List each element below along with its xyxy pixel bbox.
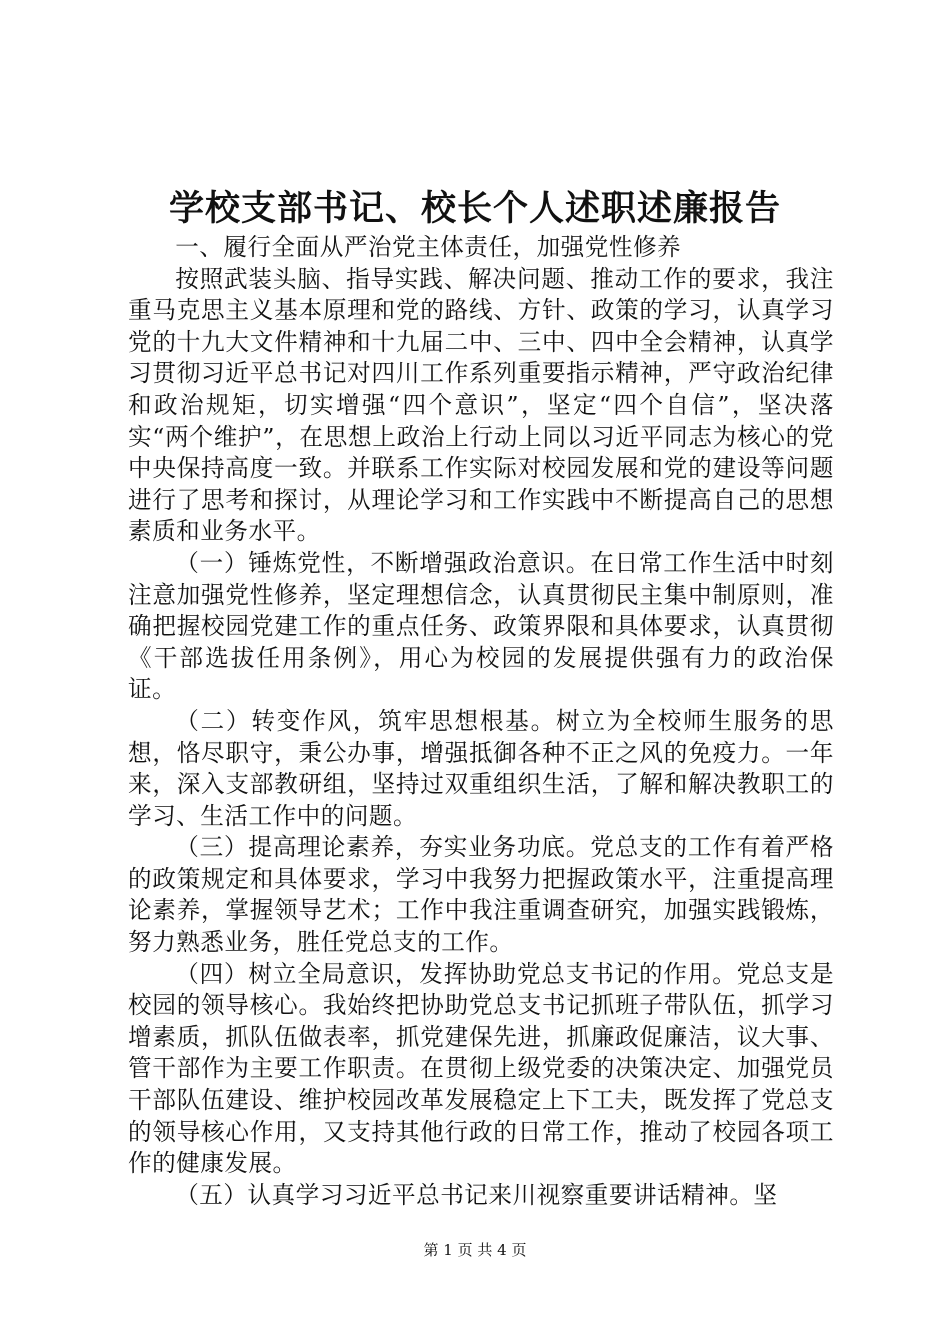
paragraph: （三）提高理论素养，夯实业务功底。党总支的工作有着严格的政策规定和具体要求，学习中我努力把握政策水平，注重提高理论素养，掌握领导艺术；工作中我注重调查研究，加强实践锻炼，努力熟悉业务，胜任党总支的工作。 xyxy=(128,833,834,957)
paragraph: （二）转变作风，筑牢思想根基。树立为全校师生服务的思想，恪尽职守，秉公办事，增强抵御各种不正之风的免疫力。一年来，深入支部教研组，坚持过双重组织生活，了解和解决教职工的学习、生活工作中的问题。 xyxy=(128,706,834,830)
paragraph: （五）认真学习习近平总书记来川视察重要讲话精神。坚 xyxy=(175,1180,778,1209)
page-number-footer: 第 1 页 共 4 页 xyxy=(423,1241,527,1259)
paragraph: 按照武装头脑、指导实践、解决问题、推动工作的要求，我注重马克思主义基本原理和党的路线、方针、政策的学习，认真学习党的十九大文件精神和十九届二中、三中、四中全会精神，认真学习贯彻习近平总书记对四川工作系列重要指示精神，严守政治纪律和政治规矩，切实增强“四个意识”，坚定“四个自信”，坚决落实“两个维护”，在思想上政治上行动上同以习近平同志为核心的党中央保持高度一致。并联系工作实际对校园发展和党的建设等问题进行了思考和探讨，从理论学习和工作实践中不断提高自己的思想素质和业务水平。 xyxy=(128,264,834,546)
page-title: 学校支部书记、校长个人述职述廉报告 xyxy=(168,188,781,229)
paragraph: （四）树立全局意识，发挥协助党总支书记的作用。党总支是校园的领导核心。我始终把协助党总支书记抓班子带队伍，抓学习增素质，抓队伍做表率，抓党建保先进，抓廉政促廉洁，议大事、管干部作为主要工作职责。在贯彻上级党委的决策决定、加强党员干部队伍建设、维护校园改革发展稳定上下工夫，既发挥了党总支的领导核心作用，又支持其他行政的日常工作，推动了校园各项工作的健康发展。 xyxy=(128,959,834,1178)
section-heading: 一、履行全面从严治党主体责任，加强党性修养 xyxy=(175,233,682,261)
document-body xyxy=(128,232,834,1211)
paragraph: （一）锤炼党性，不断增强政治意识。在日常工作生活中时刻注意加强党性修养，坚定理想信念，认真贯彻民主集中制原则，准确把握校园党建工作的重点任务、政策界限和具体要求，认真贯彻《干部选拔任用条例》，用心为校园的发展提供强有力的政治保证。 xyxy=(128,548,834,704)
